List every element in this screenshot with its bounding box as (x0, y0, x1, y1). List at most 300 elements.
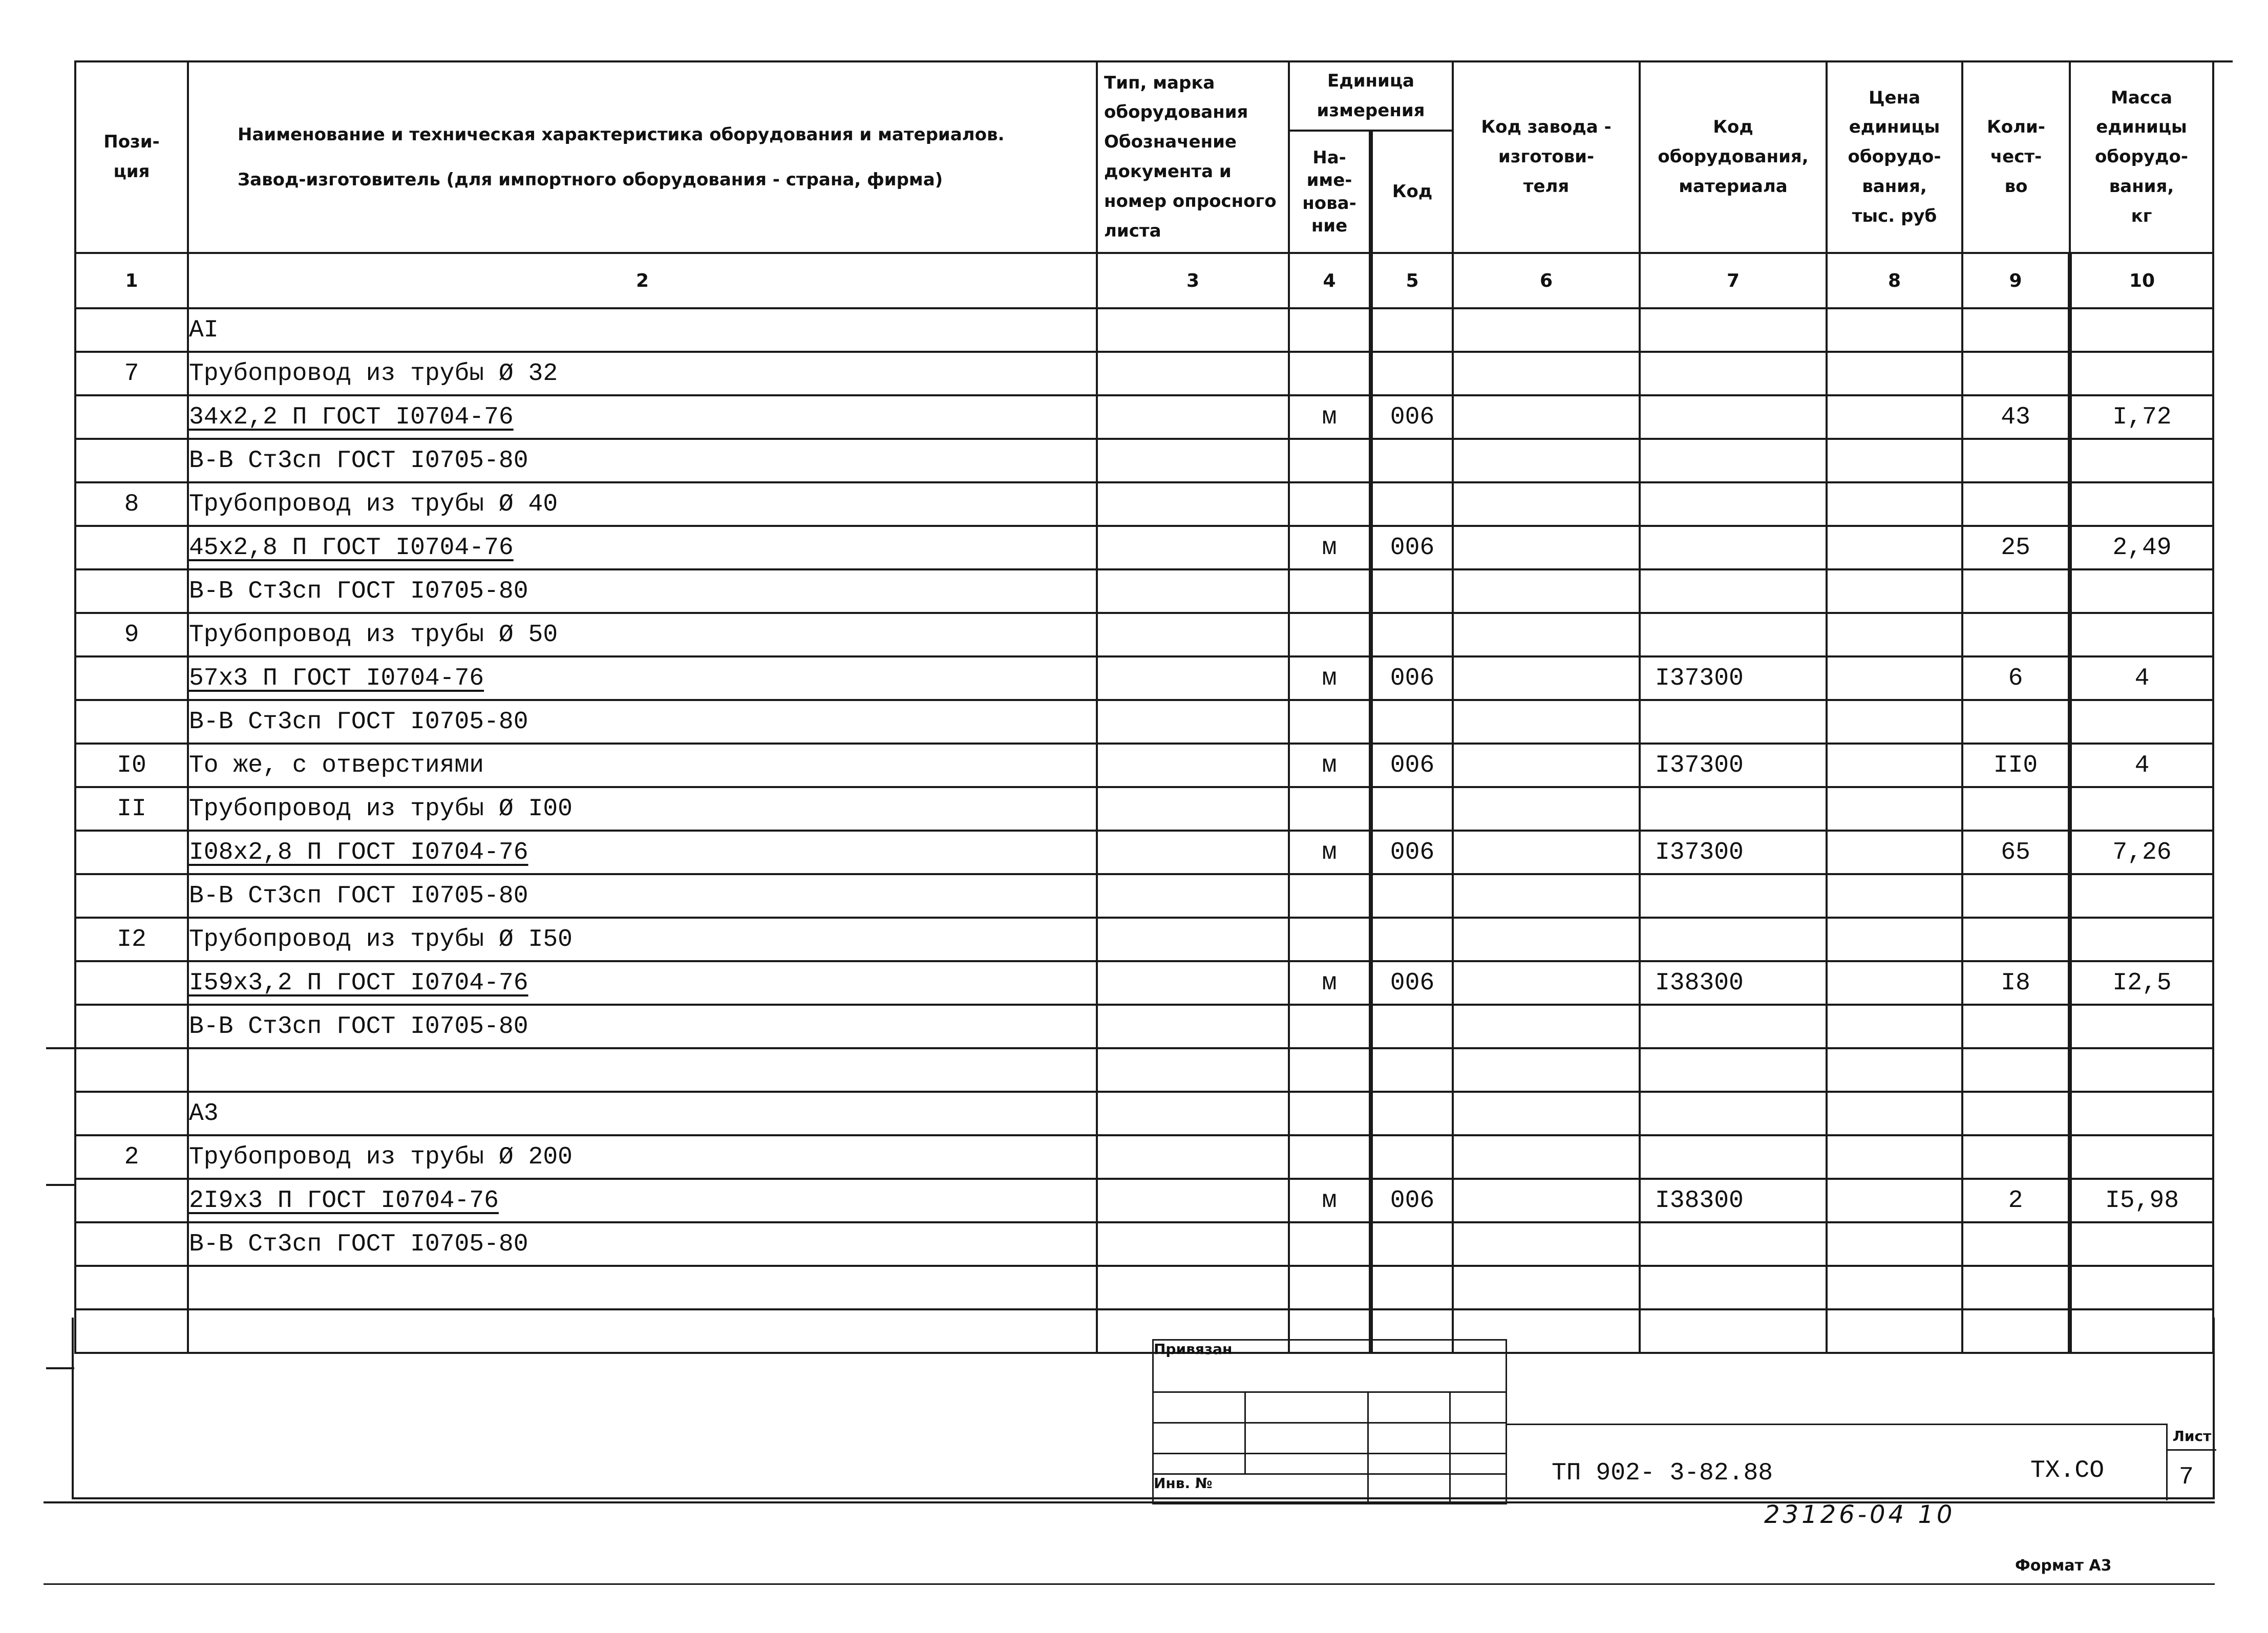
cell-unit-name (1289, 1005, 1371, 1048)
cell-price (1827, 744, 1962, 787)
cell-unit-name (1289, 1048, 1371, 1092)
cell-mass (2070, 918, 2213, 961)
header-quantity: Коли- чест- во (1962, 61, 2070, 253)
margin-tick (46, 1047, 74, 1049)
cell-mass: I5,98 (2070, 1179, 2213, 1222)
cell-type (1097, 482, 1289, 526)
cell-unit-name (1289, 352, 1371, 395)
row-name-text: Трубопровод из трубы Ø 40 (189, 490, 558, 518)
cell-quantity (1962, 1092, 2070, 1135)
cell-quantity (1962, 308, 2070, 352)
cell-quantity: I8 (1962, 961, 2070, 1005)
column-number: 9 (1962, 253, 2070, 308)
cell-mass (2070, 1092, 2213, 1135)
cell-material-code (1640, 526, 1827, 569)
stamp-cell (1450, 1423, 1507, 1454)
header-type: Тип, марка оборудования Обозначение документа и номер опросного листа (1097, 61, 1289, 253)
cell-position (75, 526, 188, 569)
cell-type (1097, 1092, 1289, 1135)
cell-unit-code: 006 (1371, 395, 1453, 439)
cell-unit-code (1371, 613, 1453, 656)
cell-unit-code (1371, 1135, 1453, 1179)
header-unit-code: Код (1371, 131, 1453, 253)
cell-unit-code (1371, 352, 1453, 395)
row-name-text: B-B Ст3сп ГОСТ I0705-80 (189, 708, 528, 736)
cell-plant-code (1453, 961, 1640, 1005)
stamp-cell (1450, 1474, 1507, 1504)
cell-mass: I2,5 (2070, 961, 2213, 1005)
stamp-cell (1450, 1454, 1507, 1474)
row-name-text: 57x3 П ГОСТ I0704-76 (189, 664, 484, 692)
cell-price (1827, 1005, 1962, 1048)
cell-material-code (1640, 1092, 1827, 1135)
table-row (75, 831, 2213, 874)
cell-mass: I,72 (2070, 395, 2213, 439)
cell-position (75, 1092, 188, 1135)
cell-plant-code (1453, 700, 1640, 744)
cell-position: 9 (75, 613, 188, 656)
cell-unit-code (1371, 308, 1453, 352)
cell-unit-name (1289, 1266, 1371, 1309)
cell-type (1097, 395, 1289, 439)
cell-mass (2070, 1266, 2213, 1309)
cell-unit-code (1371, 918, 1453, 961)
row-name-text: I08x2,8 П ГОСТ I0704-76 (189, 838, 528, 866)
table-row (75, 482, 2213, 526)
cell-position (75, 1048, 188, 1092)
cell-plant-code (1453, 439, 1640, 482)
cell-price (1827, 1266, 1962, 1309)
table-row (75, 744, 2213, 787)
cell-mass: 7,26 (2070, 831, 2213, 874)
cell-material-code (1640, 308, 1827, 352)
stamp-cell (1153, 1392, 1245, 1423)
stamp-cell (1368, 1423, 1450, 1454)
cell-price (1827, 613, 1962, 656)
cell-material-code (1640, 700, 1827, 744)
row-name-text: То же, с отверстиями (189, 751, 484, 779)
cell-quantity: 6 (1962, 656, 2070, 700)
row-name-text: B-B Ст3сп ГОСТ I0705-80 (189, 447, 528, 475)
cell-unit-name (1289, 482, 1371, 526)
table-row (75, 1222, 2213, 1266)
cell-name (188, 526, 1097, 569)
cell-unit-code (1371, 787, 1453, 831)
cell-mass (2070, 700, 2213, 744)
cell-plant-code (1453, 526, 1640, 569)
row-name-text: B-B Ст3сп ГОСТ I0705-80 (189, 1012, 528, 1041)
document-mark: ТХ.СО (2030, 1457, 2105, 1484)
cell-unit-name: м (1289, 1179, 1371, 1222)
cell-type (1097, 569, 1289, 613)
document-code: ТП 902- 3-82.88 (1552, 1459, 1773, 1487)
cell-name (188, 656, 1097, 700)
cell-material-code (1640, 439, 1827, 482)
cell-type (1097, 831, 1289, 874)
cell-material-code: I38300 (1640, 961, 1827, 1005)
cell-unit-code: 006 (1371, 831, 1453, 874)
cell-position (75, 831, 188, 874)
sheet-box (2166, 1424, 2216, 1500)
cell-name (188, 569, 1097, 613)
column-number-row (75, 253, 2213, 308)
cell-mass: 2,49 (2070, 526, 2213, 569)
cell-mass: 4 (2070, 656, 2213, 700)
cell-name (188, 439, 1097, 482)
cell-quantity (1962, 1048, 2070, 1092)
cell-mass (2070, 874, 2213, 918)
cell-price (1827, 1135, 1962, 1179)
table-body (75, 308, 2213, 1353)
cell-unit-code (1371, 1092, 1453, 1135)
cell-quantity (1962, 918, 2070, 961)
cell-plant-code (1453, 1179, 1640, 1222)
cell-position: I2 (75, 918, 188, 961)
cell-quantity (1962, 439, 2070, 482)
margin-tick (46, 1184, 74, 1186)
cell-material-code (1640, 918, 1827, 961)
cell-position: 8 (75, 482, 188, 526)
cell-plant-code (1453, 1266, 1640, 1309)
cell-quantity (1962, 1266, 2070, 1309)
cell-plant-code (1453, 744, 1640, 787)
cell-name (188, 700, 1097, 744)
cell-price (1827, 1048, 1962, 1092)
cell-plant-code (1453, 1092, 1640, 1135)
cell-type (1097, 874, 1289, 918)
cell-mass (2070, 482, 2213, 526)
cell-position (75, 569, 188, 613)
cell-mass (2070, 1005, 2213, 1048)
cell-unit-code: 006 (1371, 656, 1453, 700)
table-row (75, 1005, 2213, 1048)
cell-position (75, 656, 188, 700)
cell-unit-code: 006 (1371, 961, 1453, 1005)
cell-quantity (1962, 700, 2070, 744)
table-row (75, 874, 2213, 918)
row-name-text: Трубопровод из трубы Ø 200 (189, 1143, 573, 1171)
header-name-line1: Наименование и техническая характеристика оборудования и материалов. (238, 124, 1005, 145)
cell-price (1827, 308, 1962, 352)
column-number: 8 (1827, 253, 1962, 308)
cell-unit-name (1289, 308, 1371, 352)
row-name-text: I59x3,2 П ГОСТ I0704-76 (189, 969, 528, 997)
cell-unit-name: м (1289, 961, 1371, 1005)
row-name-text: 34x2,2 П ГОСТ I0704-76 (189, 403, 514, 431)
cell-unit-code (1371, 1005, 1453, 1048)
table-row (75, 918, 2213, 961)
table-header (75, 61, 2213, 308)
stamp-cell (1245, 1392, 1368, 1423)
cell-type (1097, 787, 1289, 831)
cell-name (188, 961, 1097, 1005)
cell-quantity (1962, 613, 2070, 656)
cell-price (1827, 961, 1962, 1005)
cell-name (188, 831, 1097, 874)
cell-unit-code (1371, 1222, 1453, 1266)
cell-unit-name (1289, 787, 1371, 831)
cell-quantity (1962, 352, 2070, 395)
cell-price (1827, 874, 1962, 918)
cell-price (1827, 1222, 1962, 1266)
cell-unit-name: м (1289, 656, 1371, 700)
cell-material-code (1640, 1048, 1827, 1092)
cell-name (188, 308, 1097, 352)
cell-name (188, 1266, 1097, 1309)
cell-position (75, 1266, 188, 1309)
column-number: 7 (1640, 253, 1827, 308)
stamp-cell (1368, 1474, 1450, 1504)
row-name-text: 2I9x3 П ГОСТ I0704-76 (189, 1186, 499, 1215)
cell-name (188, 352, 1097, 395)
table-row (75, 961, 2213, 1005)
cell-type (1097, 918, 1289, 961)
row-name-text: B-B Ст3сп ГОСТ I0705-80 (189, 882, 528, 910)
cell-type (1097, 961, 1289, 1005)
column-number: 2 (188, 253, 1097, 308)
table-row (75, 1179, 2213, 1222)
header-position: Пози- ция (75, 61, 188, 253)
margin-tick (46, 1367, 74, 1369)
cell-quantity (1962, 569, 2070, 613)
cell-type (1097, 613, 1289, 656)
cell-price (1827, 787, 1962, 831)
header-plant-code: Код завода - изготови- теля (1453, 61, 1640, 253)
cell-price (1827, 656, 1962, 700)
cell-price (1827, 700, 1962, 744)
cell-unit-code (1371, 482, 1453, 526)
cell-unit-name (1289, 918, 1371, 961)
cell-material-code (1640, 1222, 1827, 1266)
cell-material-code (1640, 1135, 1827, 1179)
cell-unit-name: м (1289, 744, 1371, 787)
cell-plant-code (1453, 656, 1640, 700)
cell-quantity: 2 (1962, 1179, 2070, 1222)
cell-price (1827, 439, 1962, 482)
frame-corner-tick (2212, 60, 2233, 62)
row-name-text: B-B Ст3сп ГОСТ I0705-80 (189, 1230, 528, 1258)
cell-plant-code (1453, 308, 1640, 352)
cell-mass: 4 (2070, 744, 2213, 787)
row-name-text: Трубопровод из трубы Ø 50 (189, 621, 558, 649)
table-row (75, 395, 2213, 439)
cell-name (188, 1048, 1097, 1092)
cell-position: 7 (75, 352, 188, 395)
cell-mass (2070, 352, 2213, 395)
cell-material-code (1640, 1005, 1827, 1048)
cell-name (188, 1005, 1097, 1048)
cell-quantity: 65 (1962, 831, 2070, 874)
cell-unit-name (1289, 569, 1371, 613)
cell-position (75, 439, 188, 482)
cell-plant-code (1453, 874, 1640, 918)
cell-unit-name (1289, 874, 1371, 918)
row-name-text: Трубопровод из трубы Ø I50 (189, 925, 573, 953)
sheet-trim-line (44, 1583, 2215, 1585)
cell-type (1097, 1048, 1289, 1092)
header-material-code: Код оборудования, материала (1640, 61, 1827, 253)
cell-unit-code: 006 (1371, 744, 1453, 787)
cell-material-code: I38300 (1640, 1179, 1827, 1222)
table-row (75, 569, 2213, 613)
cell-plant-code (1453, 569, 1640, 613)
cell-mass (2070, 787, 2213, 831)
cell-material-code (1640, 482, 1827, 526)
cell-unit-code (1371, 569, 1453, 613)
approval-stamp (1152, 1339, 1507, 1504)
cell-material-code (1640, 787, 1827, 831)
cell-position: II (75, 787, 188, 831)
row-name-text: Трубопровод из трубы Ø 32 (189, 359, 558, 388)
cell-type (1097, 308, 1289, 352)
cell-unit-name: м (1289, 831, 1371, 874)
cell-quantity (1962, 874, 2070, 918)
cell-unit-code (1371, 1048, 1453, 1092)
column-number: 1 (75, 253, 188, 308)
cell-type (1097, 352, 1289, 395)
cell-name (188, 787, 1097, 831)
cell-price (1827, 526, 1962, 569)
cell-material-code (1640, 1266, 1827, 1309)
cell-quantity (1962, 1135, 2070, 1179)
cell-plant-code (1453, 613, 1640, 656)
table-row (75, 656, 2213, 700)
cell-mass (2070, 308, 2213, 352)
cell-plant-code (1453, 787, 1640, 831)
cell-unit-name (1289, 1222, 1371, 1266)
cell-price (1827, 831, 1962, 874)
cell-price (1827, 918, 1962, 961)
stamp-cell (1153, 1423, 1245, 1454)
cell-quantity (1962, 1005, 2070, 1048)
header-name (188, 61, 1097, 253)
cell-type (1097, 1005, 1289, 1048)
cell-mass (2070, 439, 2213, 482)
cell-position: 2 (75, 1135, 188, 1179)
cell-mass (2070, 1048, 2213, 1092)
header-price: Цена единицы оборудо- вания, тыс. руб (1827, 61, 1962, 253)
header-name-line2: Завод-изготовитель (для импортного оборудования - страна, фирма) (238, 169, 943, 190)
cell-material-code (1640, 352, 1827, 395)
cell-unit-name (1289, 613, 1371, 656)
cell-plant-code (1453, 831, 1640, 874)
cell-material-code (1640, 874, 1827, 918)
table-row (75, 613, 2213, 656)
row-name-text: Трубопровод из трубы Ø I00 (189, 795, 573, 823)
cell-mass (2070, 613, 2213, 656)
cell-plant-code (1453, 1005, 1640, 1048)
cell-material-code (1640, 613, 1827, 656)
cell-name (188, 744, 1097, 787)
cell-unit-name: м (1289, 395, 1371, 439)
row-name-text: B-B Ст3сп ГОСТ I0705-80 (189, 577, 528, 605)
stamp-cell (1450, 1392, 1507, 1423)
cell-plant-code (1453, 482, 1640, 526)
cell-price (1827, 569, 1962, 613)
cell-mass (2070, 1135, 2213, 1179)
header-unit-name: На- име- нова- ние (1289, 131, 1371, 253)
cell-name (188, 613, 1097, 656)
format-label: Формат А3 (2015, 1557, 2112, 1575)
table-row (75, 439, 2213, 482)
cell-type (1097, 526, 1289, 569)
cell-unit-code (1371, 439, 1453, 482)
stamp-cell (1368, 1454, 1450, 1474)
row-name-text: A3 (189, 1099, 219, 1128)
cell-quantity: 25 (1962, 526, 2070, 569)
cell-position (75, 874, 188, 918)
cell-material-code: I37300 (1640, 656, 1827, 700)
table-row (75, 1048, 2213, 1092)
cell-type (1097, 656, 1289, 700)
cell-quantity: 43 (1962, 395, 2070, 439)
cell-name (188, 1179, 1097, 1222)
column-number: 6 (1453, 253, 1640, 308)
cell-price (1827, 352, 1962, 395)
row-name-text: 45x2,8 П ГОСТ I0704-76 (189, 534, 514, 562)
cell-type (1097, 439, 1289, 482)
cell-unit-code (1371, 874, 1453, 918)
column-number: 3 (1097, 253, 1289, 308)
cell-price (1827, 1179, 1962, 1222)
cell-plant-code (1453, 352, 1640, 395)
cell-material-code (1640, 395, 1827, 439)
header-mass: Масса единицы оборудо- вания, кг (2070, 61, 2213, 253)
cell-name (188, 1092, 1097, 1135)
cell-plant-code (1453, 1222, 1640, 1266)
cell-price (1827, 482, 1962, 526)
stamp-cell (1245, 1454, 1368, 1474)
cell-quantity (1962, 482, 2070, 526)
stamp-cell (1368, 1392, 1450, 1423)
table-row (75, 352, 2213, 395)
sheet-label: Лист (2168, 1424, 2216, 1451)
cell-unit-name (1289, 439, 1371, 482)
sheet-number: 7 (2179, 1464, 2194, 1491)
cell-price (1827, 1092, 1962, 1135)
table-row (75, 1135, 2213, 1179)
cell-material-code: I37300 (1640, 831, 1827, 874)
cell-name (188, 395, 1097, 439)
cell-mass (2070, 569, 2213, 613)
cell-name (188, 874, 1097, 918)
cell-unit-name: м (1289, 526, 1371, 569)
table-row (75, 1092, 2213, 1135)
cell-type (1097, 744, 1289, 787)
cell-material-code: I37300 (1640, 744, 1827, 787)
cell-unit-name (1289, 700, 1371, 744)
column-number: 4 (1289, 253, 1371, 308)
cell-position: I0 (75, 744, 188, 787)
cell-position (75, 395, 188, 439)
cell-plant-code (1453, 1135, 1640, 1179)
cell-plant-code (1453, 918, 1640, 961)
cell-price (1827, 395, 1962, 439)
table-row (75, 700, 2213, 744)
cell-plant-code (1453, 395, 1640, 439)
cell-position (75, 1005, 188, 1048)
cell-quantity (1962, 787, 2070, 831)
cell-name (188, 1222, 1097, 1266)
stamp-tied-label: Привязан (1153, 1340, 1507, 1392)
cell-unit-name (1289, 1092, 1371, 1135)
row-name-text: AI (189, 316, 219, 344)
cell-position (75, 1222, 188, 1266)
cell-unit-code: 006 (1371, 526, 1453, 569)
cell-type (1097, 1222, 1289, 1266)
cell-type (1097, 1179, 1289, 1222)
handwritten-inventory-note: 23126-04 10 (1764, 1500, 1956, 1529)
